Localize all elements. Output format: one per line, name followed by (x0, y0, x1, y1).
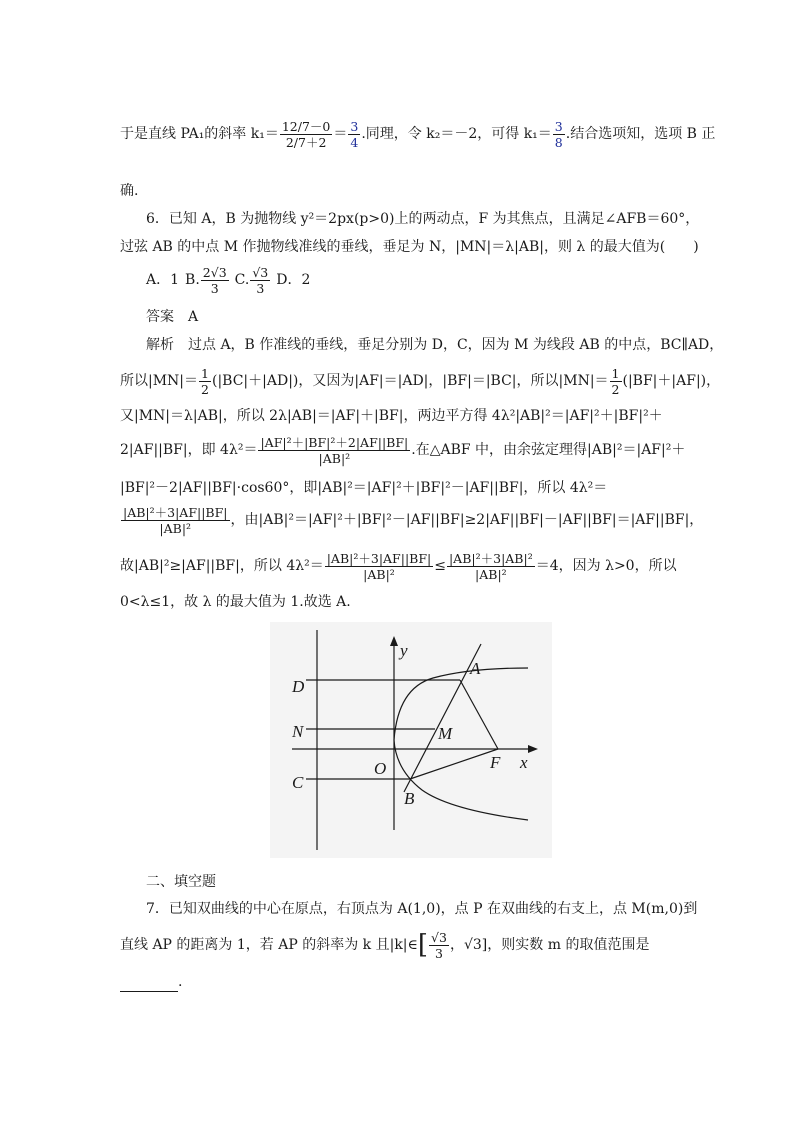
label-D: D (292, 677, 305, 696)
label-M: M (438, 724, 453, 743)
analysis-line-1: 解析 过点 A，B 作准线的垂线，垂足分别为 D，C，因为 M 为线段 AB 的中点，BC∥AD， (146, 337, 724, 353)
text-segment: (|BC|＋|AD|)，又因为|AF|＝|AD|，|BF|＝|BC|，所以|MN|＝ (211, 373, 609, 389)
label-x: x (520, 753, 528, 772)
fraction-three-quarters (348, 119, 360, 150)
fraction-half (610, 366, 622, 397)
question-6-options (146, 260, 676, 300)
option-c-fraction (250, 265, 270, 296)
analysis-line-5: |BF|²－2|AF||BF|·cos60°，即|AB|²＝|AF|²＋|BF|²－|AF||BF|，所以 4λ²＝ (120, 480, 608, 496)
fraction-numerator: |AB|²＋3|AF||BF| (326, 550, 432, 566)
fraction-denominator: 4 (350, 134, 359, 150)
analysis-line-4 (120, 432, 686, 468)
text-segment: ＝4，因为 λ>0，所以 (535, 558, 677, 574)
fraction-denominator: 3 (210, 280, 219, 296)
fraction-ratio (325, 551, 434, 582)
fraction-denominator: |AB|² (475, 566, 507, 582)
fraction-numerator: 12/7－0 (281, 118, 331, 134)
analysis-line-7 (120, 548, 676, 584)
option-c-label: C. (234, 272, 250, 288)
fraction-numerator: 3 (350, 118, 359, 134)
text-similarly: .同理，令 k₂＝－2，可得 k₁＝ (361, 126, 552, 142)
question-6-line-1: 6．已知 A，B 为抛物线 y²＝2px(p>0)上的两动点，F 为其焦点，且满足∠AFB＝60°， (146, 211, 700, 227)
fraction-denominator: 2/7＋2 (285, 134, 327, 150)
label-A: A (470, 659, 481, 678)
text-slope: 于是直线 PA₁的斜率 k₁＝ (120, 126, 279, 142)
analysis-line-8: 0<λ≤1，故 λ 的最大值为 1.故选 A. (120, 594, 351, 610)
fraction-denominator: 2 (611, 381, 620, 397)
question-7-line-3 (120, 972, 676, 992)
analysis-line-6 (120, 502, 704, 538)
label-O: O (374, 759, 387, 778)
text-segment: . (178, 974, 183, 990)
fraction-denominator: |AB|² (363, 566, 395, 582)
figure-background (270, 622, 552, 858)
label-N: N (292, 722, 304, 741)
question-7-line-1: 7．已知双曲线的中心在原点，右顶点为 A(1,0)，点 P 在双曲线的右支上，点 M(m,0)到 (146, 901, 698, 917)
option-b-label: B. (185, 272, 200, 288)
option-d: D．2 (276, 272, 311, 288)
fraction-denominator: |AB|² (159, 520, 192, 536)
fraction-numerator: 2√3 (202, 264, 227, 280)
fraction-half (199, 366, 211, 397)
fraction-bound (447, 551, 535, 582)
analysis-line-2 (120, 363, 721, 399)
fraction-numerator: 1 (201, 365, 209, 381)
fraction-three-eighths (553, 119, 565, 150)
fraction-numerator: √3 (431, 929, 447, 945)
question-7-line-2 (120, 926, 676, 964)
fraction-root3-over-3 (429, 930, 449, 961)
answer-blank[interactable] (120, 991, 178, 992)
question-6-line-2: 过弦 AB 的中点 M 作抛物线准线的垂线，垂足为 N，|MN|＝λ|AB|，则 λ 的最大值为( ) (120, 239, 699, 255)
label-y: y (400, 641, 408, 660)
label-B: B (404, 789, 415, 808)
text-segment: 所以|MN|＝ (120, 373, 199, 389)
fraction-denominator: |AB|² (318, 450, 351, 466)
section-title-fill-in: 二、填空题 (146, 874, 216, 890)
label-C: C (292, 773, 304, 792)
solution-line-2: 确. (120, 183, 139, 199)
fraction-slope (280, 119, 333, 150)
text-conclusion: .结合选项知，选项 B 正 (565, 126, 716, 142)
fraction-numerator: |AF|²＋|BF|²＋2|AF||BF| (260, 434, 409, 450)
text-segment: ，则实数 m 的取值范围是 (487, 937, 650, 953)
text-segment: .在△ABF 中，由余弦定理得|AB|²＝|AF|²＋ (411, 442, 686, 458)
text-segment: 直线 AP 的距离为 1，若 AP 的斜率为 k 且|k|∈ (120, 937, 418, 953)
fraction-denominator: 3 (256, 280, 265, 296)
text-segment: 2|AF||BF|，即 4λ²＝ (120, 442, 258, 458)
text-segment: ，√3] (449, 937, 488, 953)
fraction-lambda-squared (258, 435, 410, 466)
fraction-numerator: 1 (611, 365, 620, 381)
option-a: A．1 (146, 272, 180, 288)
solution-line-1 (120, 97, 716, 171)
text-segment: ≤ (434, 558, 446, 574)
fraction-ratio (121, 505, 230, 536)
fraction-numerator: |AB|²＋3|AF||BF| (123, 504, 228, 520)
parabola-diagram (270, 622, 552, 858)
text-segment: 故|AB|²≥|AF||BF|，所以 4λ²＝ (120, 558, 324, 574)
fraction-denominator: 2 (201, 381, 209, 397)
analysis-line-3: 又|MN|＝λ|AB|，所以 2λ|AB|＝|AF|＋|BF|，两边平方得 4λ²|AB|²＝|AF|²＋|BF|²＋ (120, 408, 663, 424)
left-bracket: [ (417, 930, 429, 960)
fraction-numerator: √3 (252, 264, 269, 280)
fraction-denominator: 8 (554, 134, 563, 150)
fraction-denominator: 3 (435, 945, 443, 961)
equals-sign: ＝ (333, 126, 348, 142)
text-segment: ，由|AB|²＝|AF|²＋|BF|²－|AF||BF|≥2|AF||BF|－|AF||BF|＝|AF||BF|， (230, 512, 704, 528)
label-F: F (490, 753, 501, 772)
fraction-numerator: 3 (554, 118, 563, 134)
answer-line: 答案 A (146, 309, 199, 325)
fraction-numerator: |AB|²＋3|AB|² (448, 550, 533, 566)
option-b-fraction (201, 265, 229, 296)
text-segment: (|BF|＋|AF|)， (622, 373, 721, 389)
